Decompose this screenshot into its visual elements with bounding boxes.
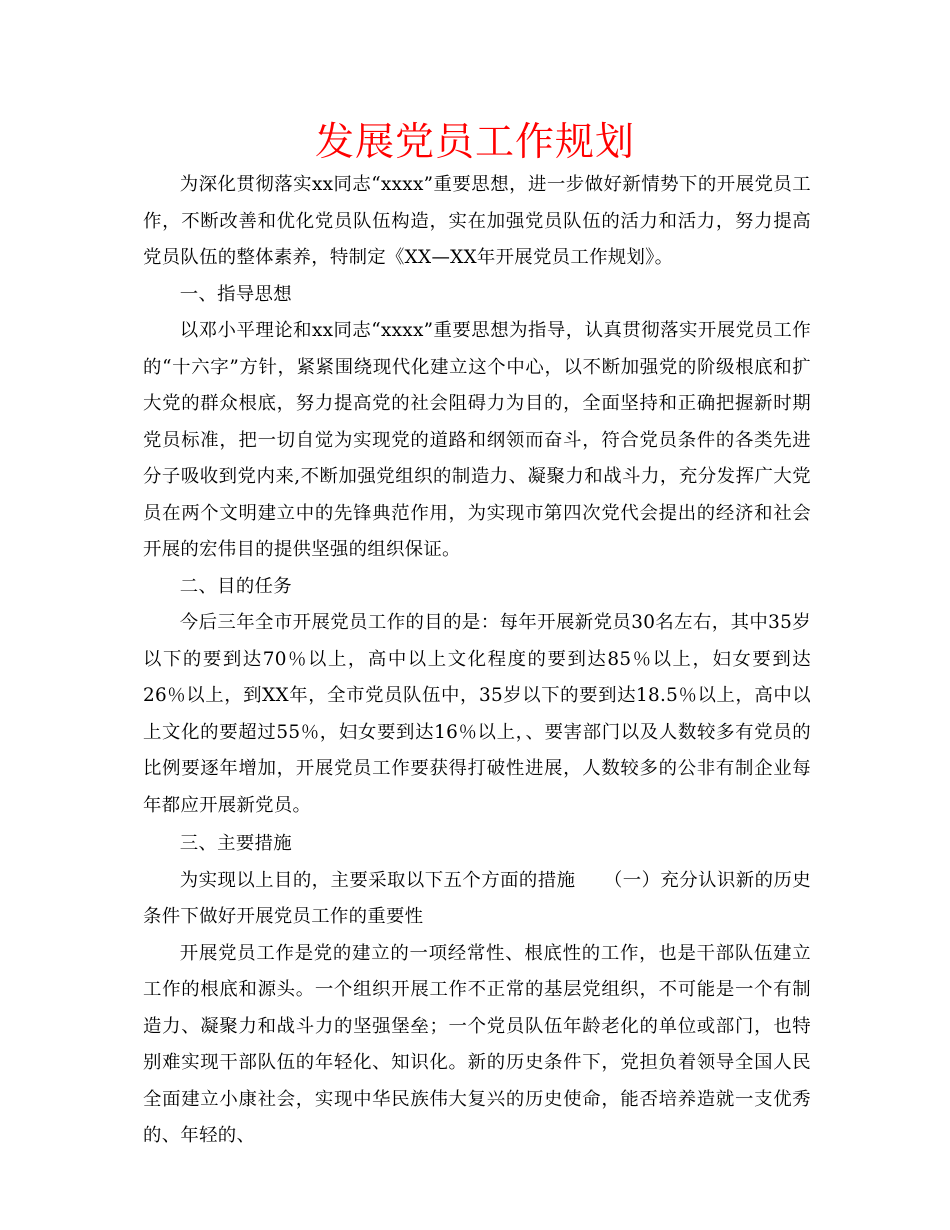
section-heading-guiding-thought: 一、指导思想 xyxy=(179,283,292,305)
document-title: 发展党员工作规划 xyxy=(314,120,635,165)
section-heading-goals: 二、目的任务 xyxy=(179,575,292,597)
measures-intro-paragraph: 为实现以上目的，主要采取以下五个方面的措施 （一）充分认识新的历史条件下做好开展党员工作的重要性 xyxy=(143,869,811,927)
guiding-thought-paragraph: 以邓小平理论和xx同志“xxxx”重要思想为指导，认真贯彻落实开展党员工作的“十六字”方针，紧紧围绕现代化建立这个中心，以不断加强党的阶级根底和扩大党的群众根底，努力提高党的社会阻碍力为目的，全面坚持和正确把握新时期党员标准，把一切自觉为实现党的道路和纲领而奋斗，符合党员条件的各类先进分子吸收到党内来,不断加强党组织的制造力、凝聚力和战斗力，充分发挥广大党员在两个文明建立中的先锋典范作用，为实现市第四次党代会提出的经济和社会开展的宏伟目的提供坚强的组织保证。 xyxy=(143,320,811,560)
section-heading-measures: 三、主要措施 xyxy=(179,833,292,854)
goals-paragraph: 今后三年全市开展党员工作的目的是：每年开展新党员30名左右，其中35岁以下的要到达70％以上，高中以上文化程度的要到达85％以上，妇女要到达26％以上，到XX年，全市党员队伍中，35岁以下的要到达18.5％以上，高中以上文化的要超过55％，妇女要到达16％以上，、要害部门以及人数较多有党员的比例要逐年增加，开展党员工作要获得打破性进展，人数较多的公非有制企业每年都应开展新党员。 xyxy=(143,612,811,816)
measures-body-paragraph: 开展党员工作是党的建立的一项经常性、根底性的工作，也是干部队伍建立工作的根底和源头。一个组织开展工作不正常的基层党组织，不可能是一个有制造力、凝聚力和战斗力的坚强堡垒；一个党员队伍年龄老化的单位或部门，也特别难实现干部队伍的年轻化、知识化。新的历史条件下，党担负着领导全国人民全面建立小康社会，实现中华民族伟大复兴的历史使命，能否培养造就一支优秀的、年轻的、 xyxy=(143,942,811,1146)
intro-paragraph: 为深化贯彻落实xx同志“xxxx”重要思想，进一步做好新情势下的开展党员工作，不断改善和优化党员队伍构造，实在加强党员队伍的活力和活力，努力提高党员队伍的整体素养，特制定《XX—XX年开展党员工作规划》。 xyxy=(143,174,811,268)
document-body xyxy=(143,167,811,1155)
